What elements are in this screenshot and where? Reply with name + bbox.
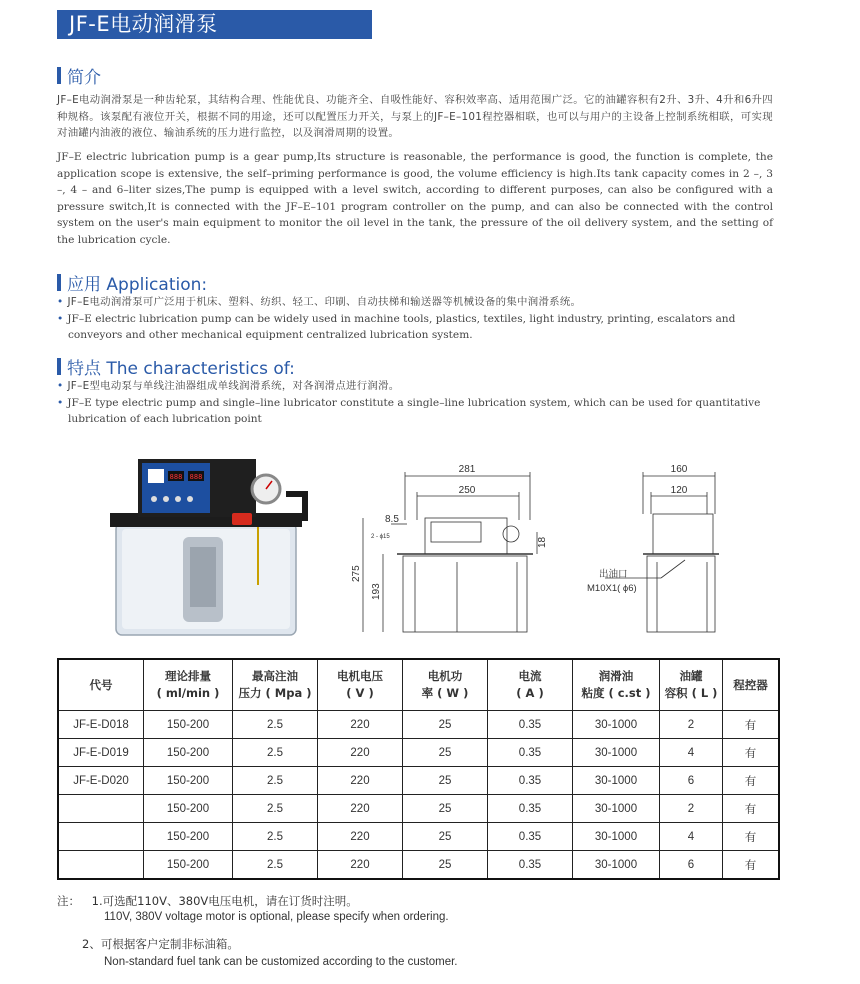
table-cell: JF-E-D018 xyxy=(58,711,144,739)
table-cell: 25 xyxy=(403,767,488,795)
application-en-line2: conveyors and other mechanical equipment centralized lubrication system. xyxy=(68,329,473,341)
note-2-en: Non-standard fuel tank can be customized according to the customer. xyxy=(104,956,458,968)
brand-logo xyxy=(148,469,164,483)
table-cell: 有 xyxy=(723,795,780,823)
table-cell: 30-1000 xyxy=(573,823,660,851)
panel-outline xyxy=(431,522,481,542)
outlet-leader xyxy=(661,560,685,578)
bullet-dot: • xyxy=(57,380,64,392)
characteristics-cn-bullet xyxy=(57,378,773,394)
table-cell: 2 xyxy=(660,795,723,823)
table-cell: 25 xyxy=(403,823,488,851)
table-cell: 220 xyxy=(318,851,403,880)
bullet-dot: • xyxy=(57,296,64,308)
table-cell: 2.5 xyxy=(233,739,318,767)
table-cell: 30-1000 xyxy=(573,767,660,795)
panel-button xyxy=(187,496,193,502)
table-cell: 150-200 xyxy=(144,795,233,823)
table-row xyxy=(58,823,779,851)
intro-cn-text: JF–E电动润滑泵是一种齿轮泵，其结构合理、性能优良、功能齐全、自吸性能好、容积效率高、适用范围广泛。它的油罐容积有2升、3升、4升和6升四种规格。该泵配有液位开关，根据不同的用途，还可以配置压力开关，与泵上的JF–E–101程控器相联，也可以与用户的主设备上控制系统相联，可实现对油罐内油液的液位、输油系统的压力进行监控，以及润滑周期的设置。 xyxy=(57,94,773,139)
table-cell: JF-E-D019 xyxy=(58,739,144,767)
mount-bracket-side xyxy=(302,491,308,521)
table-cell xyxy=(58,851,144,880)
table-cell: 25 xyxy=(403,795,488,823)
col-header-pressure: 最高注油 压力 ( Mpa ) xyxy=(233,659,318,711)
table-cell: 25 xyxy=(403,711,488,739)
intro-heading xyxy=(57,63,101,88)
side-view-drawing xyxy=(585,460,735,640)
application-en-line1: JF–E electric lubrication pump can be widely used in machine tools, plastics, textiles, light industry, printing, escalators and xyxy=(67,313,736,325)
table-cell: 0.35 xyxy=(488,851,573,880)
col-header-power: 电机功 率 ( W ) xyxy=(403,659,488,711)
table-cell: 25 xyxy=(403,739,488,767)
outlet-spec-label: M10X1( ϕ6) xyxy=(587,583,637,594)
table-cell: 30-1000 xyxy=(573,795,660,823)
table-cell: JF-E-D020 xyxy=(58,767,144,795)
col-header-current: 电流 ( A ) xyxy=(488,659,573,711)
note-label: 注： xyxy=(57,894,80,908)
heading-marker xyxy=(57,67,61,84)
table-cell: 30-1000 xyxy=(573,711,660,739)
panel-button xyxy=(175,496,181,502)
spec-table xyxy=(57,658,780,880)
table-cell xyxy=(58,795,144,823)
gauge-outline xyxy=(503,526,519,542)
table-row xyxy=(58,795,779,823)
tank-outline xyxy=(403,556,527,632)
table-cell: 0.35 xyxy=(488,823,573,851)
display-left-value: 888 xyxy=(169,473,183,481)
table-cell: 220 xyxy=(318,711,403,739)
table-body xyxy=(58,711,779,880)
table-cell: 4 xyxy=(660,739,723,767)
application-en-bullet xyxy=(57,311,773,343)
col-header-viscosity: 润滑油 粘度 ( c.st ) xyxy=(573,659,660,711)
front-view-drawing xyxy=(345,460,585,640)
dim-18-label: 18 xyxy=(537,536,548,548)
dim-160-label: 160 xyxy=(670,464,688,475)
table-header-row xyxy=(58,659,779,711)
application-heading xyxy=(57,270,207,295)
table-cell: 有 xyxy=(723,767,780,795)
table-cell: 220 xyxy=(318,767,403,795)
table-cell: 150-200 xyxy=(144,823,233,851)
table-cell: 30-1000 xyxy=(573,739,660,767)
table-cell: 2.5 xyxy=(233,767,318,795)
display-right-value: 888 xyxy=(189,473,203,481)
table-cell: 2 xyxy=(660,711,723,739)
col-header-controller: 程控器 xyxy=(723,659,780,711)
table-cell: 2.5 xyxy=(233,851,318,880)
table-cell: 有 xyxy=(723,851,780,880)
filler-cap xyxy=(232,513,252,525)
panel-button xyxy=(151,496,157,502)
head-outline xyxy=(425,518,507,554)
table-cell: 0.35 xyxy=(488,795,573,823)
table-row xyxy=(58,711,779,739)
dim-193-label: 193 xyxy=(371,583,382,600)
table-row xyxy=(58,851,779,880)
heading-marker xyxy=(57,274,61,291)
outlet-label: 出油口 xyxy=(599,569,628,580)
application-cn-bullet xyxy=(57,294,773,310)
characteristics-en-line1: JF–E type electric pump and single–line lubricator constitute a single–line lubrication system, which can be used for quantitative xyxy=(67,397,761,409)
col-header-displacement: 理论排量 ( ml/min ) xyxy=(144,659,233,711)
characteristics-en-bullet xyxy=(57,395,773,427)
pump-shaft xyxy=(190,547,216,607)
col-header-voltage: 电机电压 ( V ) xyxy=(318,659,403,711)
table-cell: 有 xyxy=(723,823,780,851)
table-cell: 0.35 xyxy=(488,767,573,795)
characteristics-cn-text: JF–E型电动泵与单线注油器组成单线润滑系统，对各润滑点进行润滑。 xyxy=(67,380,400,392)
product-photo xyxy=(108,455,318,640)
dim-250-label: 250 xyxy=(458,485,476,496)
intro-en-text: JF–E electric lubrication pump is a gear pump,Its structure is reasonable, the performance is good, the function is complete, the application scope is extensive, the self–priming performance is good, the volume efficiency is high.Its tank capacity comes in 2 –, 3 –, 4 – and 6–liter sizes,The pump is equipped with a level switch, according to different purposes, can also be configured with a pressure switch,It is connected with the JF–E–101 program controller on the pump, and can also be connected with the control system on the user's main equipment to monitor the oil level in the tank, the pressure of the oil delivery system, and the setting of the lubrication cycle. xyxy=(57,151,773,246)
note-1-cn: 1.可选配110V、380V电压电机，请在订货时注明。 xyxy=(91,894,358,908)
table-cell: 220 xyxy=(318,795,403,823)
table-cell: 0.35 xyxy=(488,739,573,767)
heading-marker xyxy=(57,358,61,375)
note-1-en: 110V, 380V voltage motor is optional, please specify when ordering. xyxy=(104,911,449,923)
col-header-tank-volume: 油罐 容积 ( L ) xyxy=(660,659,723,711)
characteristics-en-line2: lubrication of each lubrication point xyxy=(68,413,262,425)
dim-275-label: 275 xyxy=(351,565,362,582)
application-cn-text: JF–E电动润滑泵可广泛用于机床、塑料、纺织、轻工、印刷、自动扶梯和输送器等机械设备的集中润滑系统。 xyxy=(67,296,582,308)
table-cell: 2.5 xyxy=(233,795,318,823)
table-cell: 6 xyxy=(660,767,723,795)
dim-15-label: 2 - ϕ15 xyxy=(371,534,390,540)
table-cell: 2.5 xyxy=(233,823,318,851)
characteristics-heading xyxy=(57,354,295,379)
table-row xyxy=(58,767,779,795)
page-title: JF-E电动润滑泵 xyxy=(57,10,372,39)
table-cell: 6 xyxy=(660,851,723,880)
col-header-code: 代号 xyxy=(58,659,144,711)
table-cell: 150-200 xyxy=(144,711,233,739)
table-cell: 220 xyxy=(318,823,403,851)
table-cell: 150-200 xyxy=(144,851,233,880)
bullet-dot: • xyxy=(57,397,64,409)
table-cell: 220 xyxy=(318,739,403,767)
table-cell: 150-200 xyxy=(144,739,233,767)
bullet-dot: • xyxy=(57,313,64,325)
table-cell: 有 xyxy=(723,711,780,739)
table-cell: 25 xyxy=(403,851,488,880)
dim-120-label: 120 xyxy=(670,485,688,496)
dim-8-5-label: 8.5 xyxy=(385,514,399,525)
panel-button xyxy=(163,496,169,502)
application-heading-text: 应用 Application: xyxy=(67,275,208,295)
table-cell: 30-1000 xyxy=(573,851,660,880)
intro-heading-text: 简介 xyxy=(67,68,101,88)
table-cell: 150-200 xyxy=(144,767,233,795)
table-cell xyxy=(58,823,144,851)
table-row xyxy=(58,739,779,767)
head-outline xyxy=(653,514,713,554)
table-cell: 0.35 xyxy=(488,711,573,739)
dim-281-label: 281 xyxy=(458,464,476,475)
table-cell: 有 xyxy=(723,739,780,767)
note-2-cn: 2、可根据客户定制非标油箱。 xyxy=(82,937,239,951)
note-1 xyxy=(57,893,358,909)
characteristics-heading-text: 特点 The characteristics of: xyxy=(67,359,295,379)
table-cell: 2.5 xyxy=(233,711,318,739)
table-cell: 4 xyxy=(660,823,723,851)
